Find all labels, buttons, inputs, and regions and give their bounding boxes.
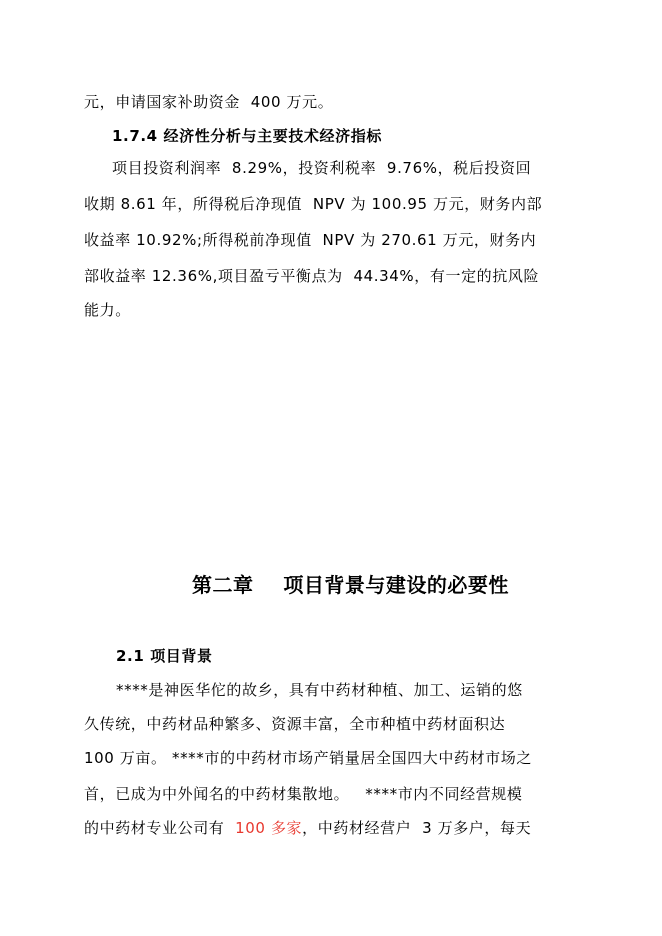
body-text-line: 项目投资利润率 8.29%，投资利税率 9.76%，税后投资回 <box>112 159 532 177</box>
text-run: 的中药材专业公司有 <box>84 819 236 837</box>
body-text-line: 部收益率 12.36%,项目盈亏平衡点为 44.34%，有一定的抗风险 <box>84 267 540 285</box>
chapter-title: 第二章 项目背景与建设的必要性 <box>192 573 509 597</box>
body-text-line: 元，申请国家补助资金 400 万元。 <box>84 93 334 111</box>
section-heading-1-7-4: 1.7.4 经济性分析与主要技术经济指标 <box>112 127 382 145</box>
body-text-line: 久传统，中药材品种繁多、资源丰富，全市种植中药材面积达 <box>84 715 506 733</box>
body-text-line: 首，已成为中外闻名的中药材集散地。 ****市内不同经营规模 <box>84 785 523 803</box>
highlighted-count: 100 多家 <box>235 819 303 837</box>
body-text-line: ****是神医华佗的故乡，具有中药材种植、加工、运销的悠 <box>116 681 523 699</box>
body-text-line: 收益率 10.92%;所得税前净现值 NPV 为 270.61 万元，财务内 <box>84 231 537 249</box>
body-text-line: 100 万亩。 ****市的中药材市场产销量居全国四大中药材市场之 <box>84 749 532 767</box>
body-text-line <box>84 818 531 838</box>
text-run: ，中药材经营户 3 万多户，每天 <box>302 819 532 837</box>
section-heading-2-1: 2.1 项目背景 <box>116 647 213 665</box>
body-text-line: 收期 8.61 年，所得税后净现值 NPV 为 100.95 万元，财务内部 <box>84 195 543 213</box>
body-text-line: 能力。 <box>84 301 131 319</box>
